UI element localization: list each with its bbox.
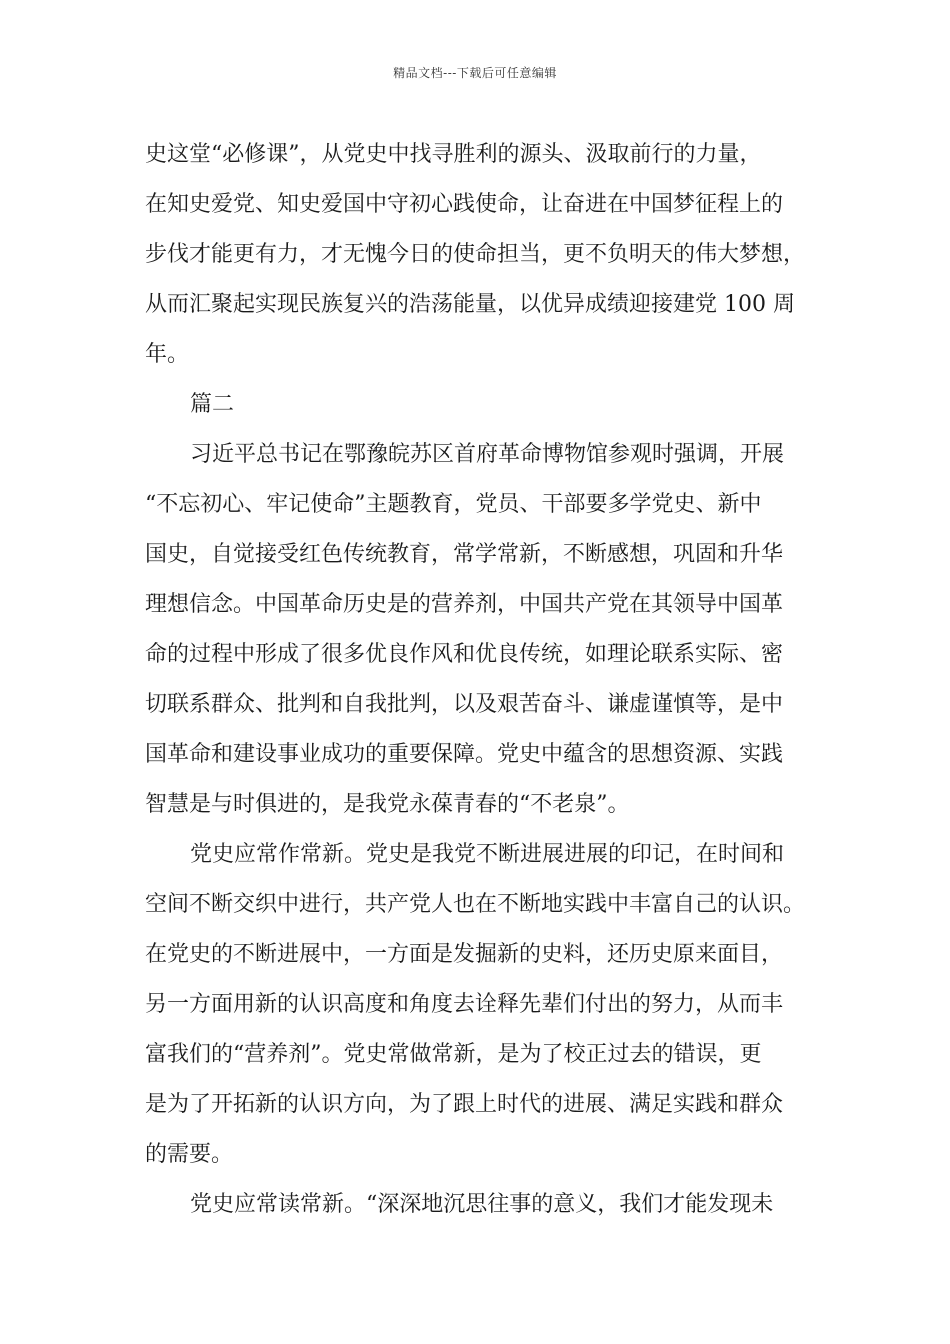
text-line: 党史应常作常新。党史是我党不断进展进展的印记，在时间和 xyxy=(190,842,785,867)
text-line: 从而汇聚起实现民族复兴的浩荡能量，以优异成绩迎接建党 100 周 xyxy=(145,292,795,317)
text-line: 国史，自觉接受红色传统教育，常学常新，不断感想，巩固和升华 xyxy=(145,542,784,567)
text-line: 在党史的不断进展中，一方面是发掘新的史料，还历史原来面目， xyxy=(145,942,784,967)
text-line: 在知史爱党、知史爱国中守初心践使命，让奋进在中国梦征程上的 xyxy=(145,192,784,217)
text-line: 史这堂“必修课”，从党史中找寻胜利的源头、汲取前行的力量， xyxy=(145,142,762,167)
text-line: 是为了开拓新的认识方向，为了跟上时代的进展、满足实践和群众 xyxy=(145,1092,784,1117)
text-line: 空间不断交织中进行，共产党人也在不断地实践中丰富自己的认识。 xyxy=(145,892,806,917)
text-line: 步伐才能更有力，才无愧今日的使命担当，更不负明天的伟大梦想， xyxy=(145,242,806,267)
text-line: 党史应常读常新。“深深地沉思往事的意义，我们才能发现未 xyxy=(190,1192,774,1217)
text-line: 的需要。 xyxy=(145,1142,234,1167)
text-line: 国革命和建设事业成功的重要保障。党史中蕴含的思想资源、实践 xyxy=(145,742,784,767)
text-line: 命的过程中形成了很多优良作风和优良传统，如理论联系实际、密 xyxy=(145,642,784,667)
page-header: 精品文档---下载后可任意编辑 xyxy=(393,66,557,80)
text-line: 另一方面用新的认识高度和角度去诠释先辈们付出的努力，从而丰 xyxy=(145,992,784,1017)
text-line: 富我们的“营养剂”。党史常做常新，是为了校正过去的错误，更 xyxy=(145,1042,762,1067)
text-line: 年。 xyxy=(145,342,190,367)
text-line: 智慧是与时俱进的，是我党永葆青春的“不老泉”。 xyxy=(145,792,630,817)
text-line: 理想信念。中国革命历史是的营养剂，中国共产党在其领导中国革 xyxy=(145,592,784,617)
section-heading: 篇二 xyxy=(190,392,235,417)
text-line: 切联系群众、批判和自我批判，以及艰苦奋斗、谦虚谨慎等，是中 xyxy=(145,692,784,717)
text-line: “不忘初心、牢记使命”主题教育，党员、干部要多学党史、新中 xyxy=(145,492,762,517)
document-body xyxy=(145,130,835,1230)
text-line: 习近平总书记在鄂豫皖苏区首府革命博物馆参观时强调，开展 xyxy=(190,442,785,467)
